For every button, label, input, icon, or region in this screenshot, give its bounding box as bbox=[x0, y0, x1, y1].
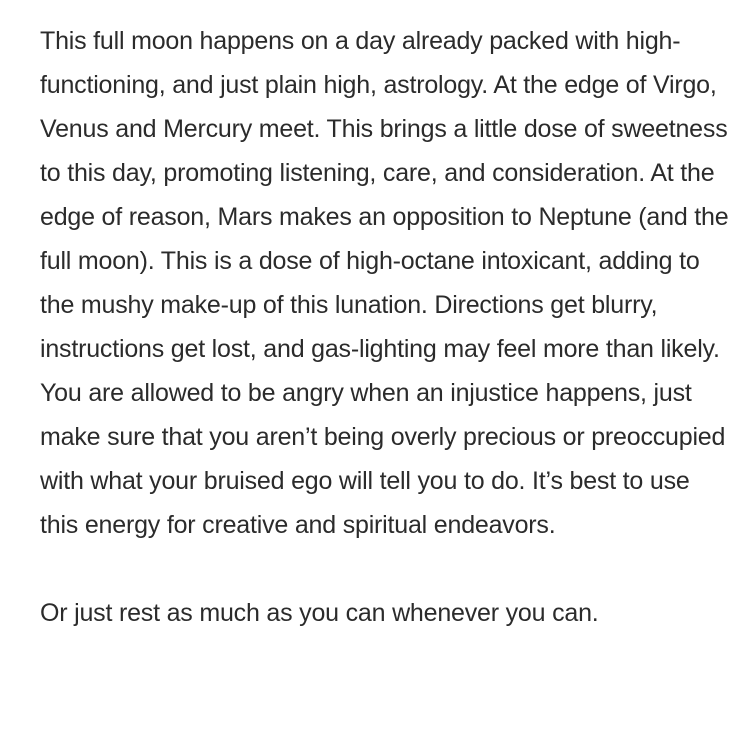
article-paragraph-1: This full moon happens on a day already packed with high-functioning, and just plain high, astrology. At the edge of Virgo, Venus and Mercury meet. This brings a little dose of sweetness to this day, promoting listening, care, and consideration. At the edge of reason, Mars makes an opposition to Neptune (and the full moon). This is a dose of high-octane intoxicant, adding to the mushy make-up of this lunation. Directions get blurry, instructions get lost, and gas-lighting may feel more than likely. You are allowed to be angry when an injustice happens, just make sure that you aren’t being overly precious or preoccupied with what your bruised ego will tell you to do. It’s best to use this energy for creative and spiritual endeavors. bbox=[40, 27, 729, 539]
article-body bbox=[40, 19, 730, 635]
article-paragraph-2: Or just rest as much as you can whenever you can. bbox=[40, 599, 599, 627]
